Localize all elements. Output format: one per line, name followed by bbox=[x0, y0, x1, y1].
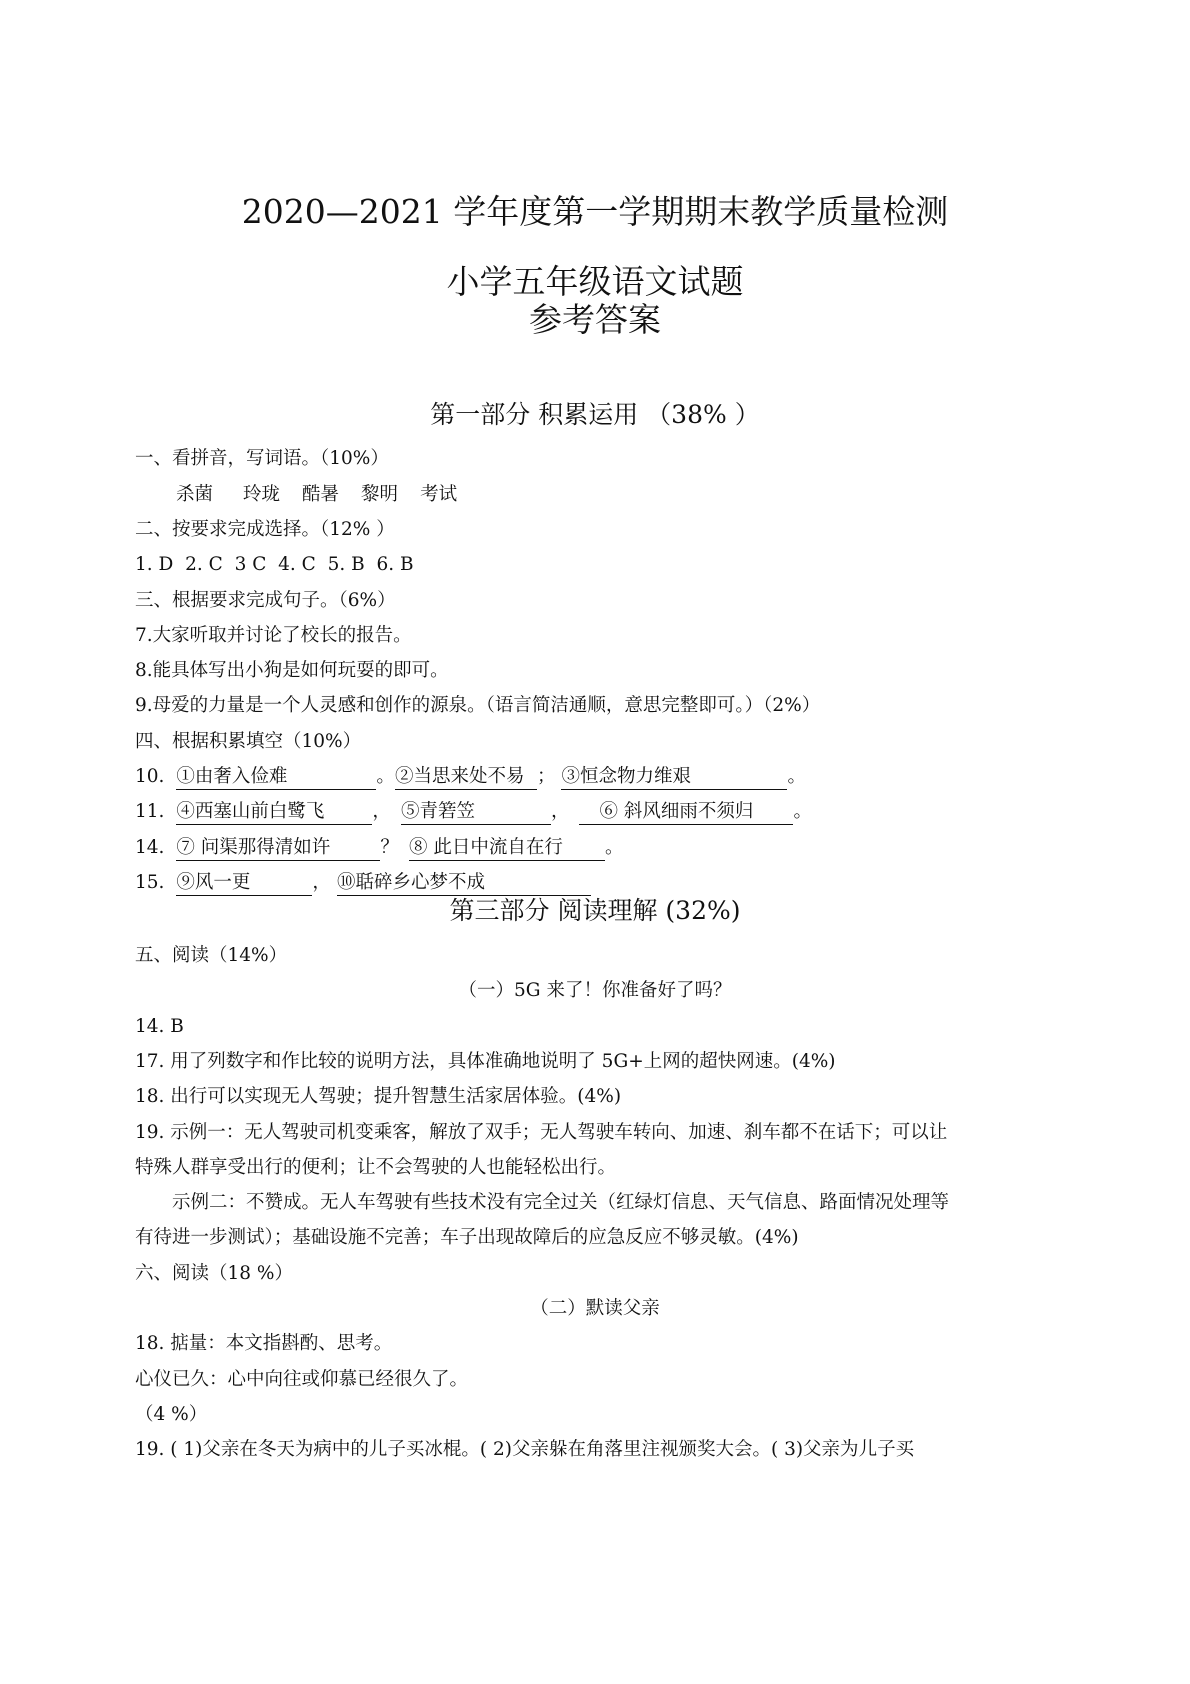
fill-blank: ⑦ 问渠那得清如许 bbox=[176, 836, 380, 861]
answer-5-19-line4: 有待进一步测试）；基础设施不完善；车子出现故障后的应急反应不够灵敏。(4%) bbox=[135, 1227, 799, 1248]
punctuation: ， bbox=[312, 872, 331, 893]
fill-blank: ②当思来处不易 bbox=[395, 765, 537, 790]
answer-5-19-line2: 特殊人群享受出行的便利；让不会驾驶的人也能轻松出行。 bbox=[135, 1157, 617, 1178]
q6-heading: 六、阅读（18 %） bbox=[135, 1263, 294, 1284]
q4-heading: 四、根据积累填空（10%） bbox=[135, 731, 362, 752]
answer-8: 8.能具体写出小狗是如何玩耍的即可。 bbox=[135, 660, 449, 681]
answer-7: 7.大家听取并讨论了校长的报告。 bbox=[135, 625, 412, 646]
punctuation: ， bbox=[372, 801, 391, 822]
punctuation: ？ bbox=[380, 837, 399, 858]
punctuation: 。 bbox=[793, 801, 812, 822]
answer-5-19-line1: 19. 示例一：无人驾驶司机变乘客，解放了双手；无人驾驶车转向、加速、刹车都不在话下；可以让 bbox=[135, 1122, 948, 1143]
answer-row-11 bbox=[135, 799, 812, 825]
answer-5-17: 17. 用了列数字和作比较的说明方法，具体准确地说明了 5G+上网的超快网速。(4%) bbox=[135, 1051, 836, 1072]
exam-title: 2020—2021 学年度第一学期期末教学质量检测 bbox=[241, 192, 949, 231]
passage-2-title: （二）默读父亲 bbox=[530, 1298, 660, 1319]
punctuation: ； bbox=[536, 766, 556, 787]
answer-key-title: 参考答案 bbox=[529, 300, 661, 339]
fill-blank: ④西塞山前白鹭飞 bbox=[176, 800, 372, 825]
punctuation: ， bbox=[550, 801, 570, 822]
passage-1-title: （一）5G 来了！你准备好了吗？ bbox=[458, 980, 732, 1001]
q1-word: 酷暑 bbox=[302, 484, 340, 505]
answer-6-18-line1: 18. 掂量：本文指斟酌、思考。 bbox=[135, 1333, 393, 1354]
answer-5-19-line3: 示例二：不赞成。无人车驾驶有些技术没有完全过关（红绿灯信息、天气信息、路面情况处理等 bbox=[172, 1192, 950, 1213]
fill-blank: ⑩聒碎乡心梦不成 bbox=[337, 871, 591, 896]
answer-5-18: 18. 出行可以实现无人驾驶；提升智慧生活家居体验。(4%) bbox=[135, 1086, 622, 1107]
fill-blank: ⑥ 斜风细雨不须归 bbox=[579, 800, 793, 825]
answer-6-19: 19. ( 1)父亲在冬天为病中的儿子买冰棍。( 2)父亲躲在角落里注视颁奖大会。( 3)父亲为儿子买 bbox=[135, 1439, 915, 1460]
q3-heading: 三、根据要求完成句子。（6%） bbox=[135, 590, 396, 611]
q1-word: 考试 bbox=[420, 484, 458, 505]
part1-title: 第一部分 积累运用 （38% ） bbox=[430, 400, 760, 429]
punctuation: 。 bbox=[787, 766, 806, 787]
q1-word: 黎明 bbox=[361, 484, 399, 505]
answer-6-18-score: （4 %） bbox=[135, 1404, 208, 1425]
row-number: 11. bbox=[135, 801, 165, 822]
punctuation: 。 bbox=[376, 766, 395, 787]
answer-row-10 bbox=[135, 764, 806, 790]
fill-blank: ①由奢入俭难 bbox=[176, 765, 376, 790]
answer-row-14 bbox=[135, 835, 623, 861]
answer-5-14: 14. B bbox=[135, 1016, 184, 1037]
part3-title: 第三部分 阅读理解 (32%) bbox=[449, 896, 741, 925]
answer-9: 9.母爱的力量是一个人灵感和创作的源泉。（语言简洁通顺，意思完整即可。）（2%） bbox=[135, 695, 821, 716]
row-number: 14. bbox=[135, 837, 165, 858]
q1-word: 玲珑 bbox=[243, 484, 281, 505]
q1-word: 杀菌 bbox=[176, 484, 214, 505]
punctuation: 。 bbox=[604, 837, 624, 858]
row-number: 15. bbox=[135, 872, 165, 893]
q1-heading: 一、看拼音，写词语。（10%） bbox=[135, 448, 389, 469]
answer-6-18-line2: 心仪已久：心中向往或仰慕已经很久了。 bbox=[135, 1369, 469, 1390]
fill-blank: ③恒念物力维艰 bbox=[561, 765, 787, 790]
exam-subtitle: 小学五年级语文试题 bbox=[446, 262, 744, 301]
fill-blank: ⑨风一更 bbox=[176, 871, 312, 896]
answer-row-15 bbox=[135, 870, 591, 896]
row-number: 10. bbox=[135, 766, 165, 787]
q2-heading: 二、按要求完成选择。（12% ） bbox=[135, 519, 395, 540]
fill-blank: ⑧ 此日中流自在行 bbox=[409, 836, 605, 861]
q2-answers: 1. D 2. C 3 C 4. C 5. B 6. B bbox=[135, 554, 414, 575]
q1-words bbox=[176, 482, 457, 508]
q5-heading: 五、阅读（14%） bbox=[135, 945, 288, 966]
fill-blank: ⑤青箬笠 bbox=[401, 800, 551, 825]
